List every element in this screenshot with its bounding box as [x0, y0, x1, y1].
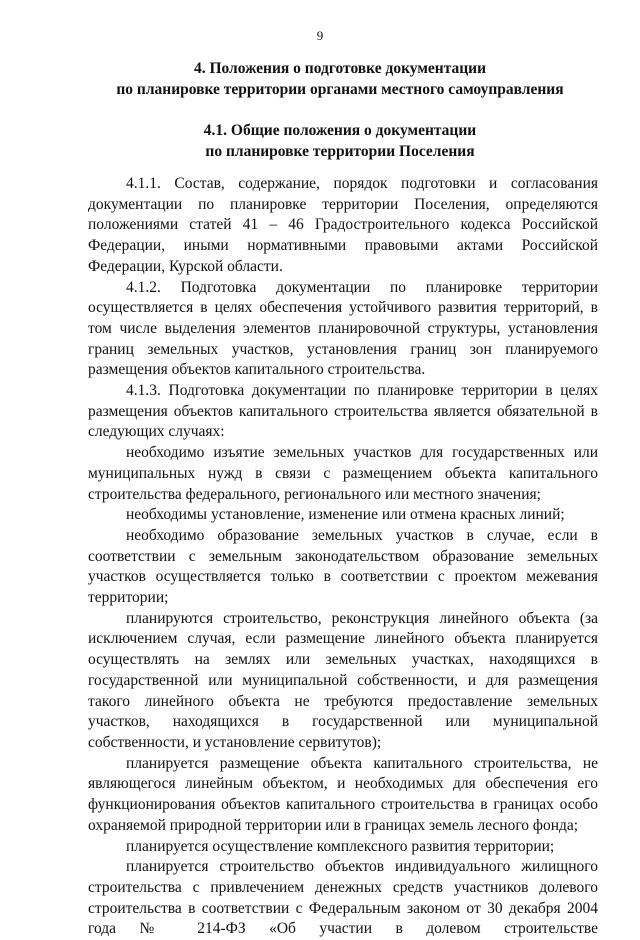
list-item-red-lines: необходимы установление, изменение или отмена красных линий; [126, 506, 565, 524]
list-item-linear-object: планируются строительство, реконструкция линейного объекта (за исключением случая, если размещение линейного объекта планируется осуществлять на землях или земельных участках, находящихся в государственной или муниципальной собственности, и для размещения такого линейного объекта не требуются предоставление земельных участков, находящихся в государственной или муниципальной собственности, и установление сервитутов); [88, 609, 598, 751]
section-heading-line-1: 4. Положения о подготовке документации [193, 60, 487, 77]
subsection-heading [40, 120, 640, 162]
list-item-land-plots: необходимо образование земельных участков в случае, если в соответствии с земельным законодательством образование земельных участков осуществляется только в соответствии с проектом межевания территории; [88, 526, 598, 607]
subsection-heading-line-2: по планировке территории Поселения [205, 143, 475, 160]
section-heading [40, 58, 640, 100]
list-item-protected-territory: планируется размещение объекта капитального строительства, не являющегося линейным объектом, и необходимых для обеспечения его функционирования объектов капитального строительства в границах особо охраняемой природной территории или в границах земель лесного фонда; [88, 754, 598, 834]
paragraph-4-1-3: 4.1.3. Подготовка документации по планировке территории в целях размещения объектов капитального строительства является обязательной в следующих случаях: [88, 382, 598, 441]
paragraph-4-1-1: 4.1.1. Состав, содержание, порядок подготовки и согласования документации по планировке территории Поселения, определяются положениями статей 41 – 46 Градостроительного кодекса Российской Федерации, иными нормативными правовыми актами Российской Федерации, Курской области. [88, 175, 598, 275]
paragraph-4-1-2: 4.1.2. Подготовка документации по планировке территории осуществляется в целях обеспечения устойчивого развития территорий, в том числе выделения элементов планировочной структуры, установления границ земельных участков, установления границ зон планируемого размещения объектов капитального строительства. [88, 278, 598, 379]
subsection-heading-line-1: 4.1. Общие положения о документации [203, 122, 477, 139]
list-item-complex-development: планируется осуществление комплексного развития территории; [126, 837, 555, 855]
body-text [88, 174, 598, 940]
list-item-land-seizure: необходимо изъятие земельных участков для государственных или муниципальных нужд в связи с размещением объекта капитального строительства федерального, регионального или местного значения; [88, 444, 598, 503]
page-number: 9 [316, 28, 324, 43]
section-heading-line-2: по планировке территории органами местного самоуправления [116, 81, 564, 98]
list-item-housing-construction: планируется строительство объектов индивидуального жилищного строительства с привлечением денежных средств участников долевого строительства в соответствии с Федеральным законом от 30 декабря 2004 года № 214-ФЗ «Об участии в долевом строительстве [88, 858, 598, 938]
